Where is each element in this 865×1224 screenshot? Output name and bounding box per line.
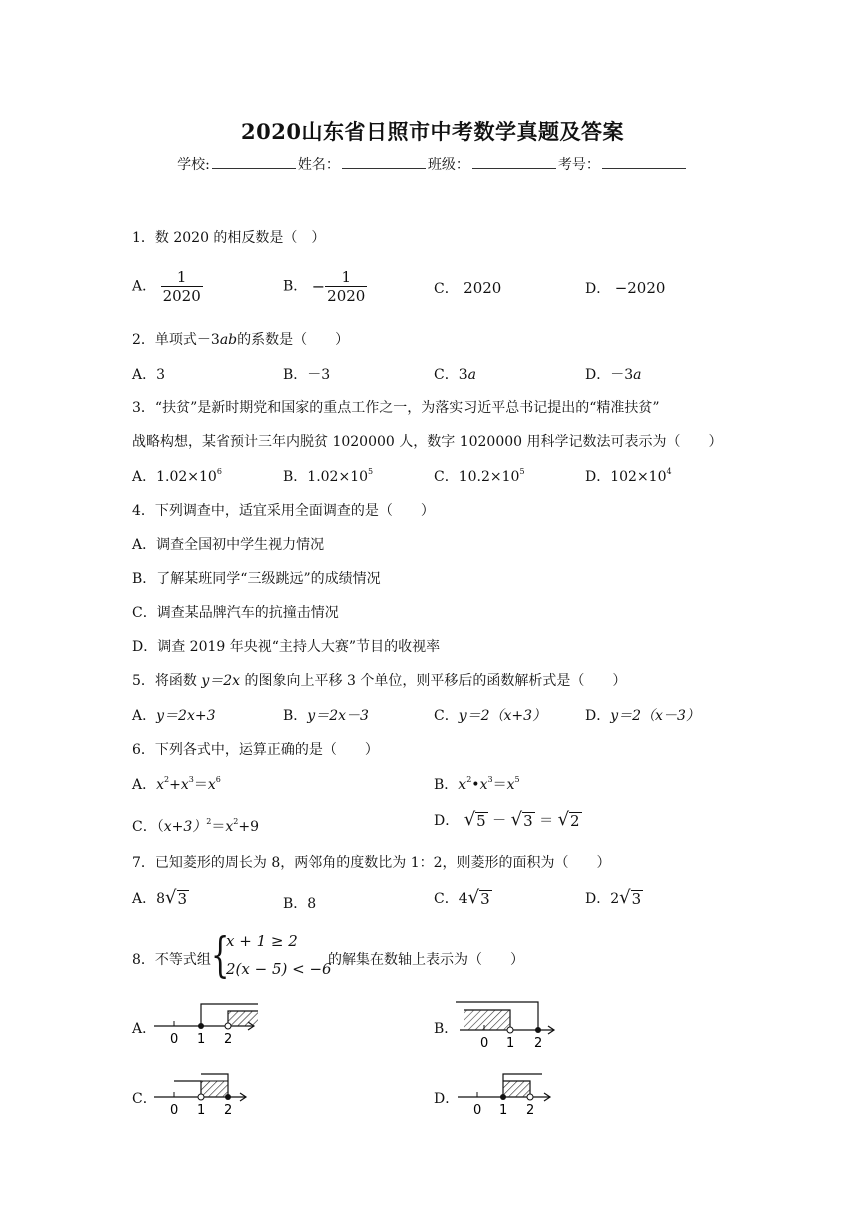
point-2-hollow bbox=[225, 1023, 231, 1029]
q6-a-e1: 2 bbox=[164, 775, 170, 784]
q6-c-x: x bbox=[225, 819, 234, 835]
q8-row1: x + 1 ≥ 2 bbox=[226, 932, 298, 950]
name-blank[interactable] bbox=[342, 156, 426, 169]
q2-option-a[interactable]: A．3 bbox=[132, 367, 166, 383]
q4-option-a[interactable]: A．调查全国初中学生视力情况 bbox=[132, 537, 325, 553]
q5-c-expr: y＝2（x+3） bbox=[458, 708, 547, 724]
solution-hatch bbox=[503, 1081, 530, 1097]
q6-d-sqrt2: √ 2 bbox=[557, 809, 580, 830]
q6-b-e1: 2 bbox=[466, 775, 472, 784]
q1-a-label: A． bbox=[132, 278, 157, 295]
q3-option-c[interactable] bbox=[434, 466, 525, 486]
q6-a-x2: x bbox=[180, 777, 189, 793]
solution-hatch bbox=[201, 1081, 228, 1097]
q6-c-open: （ bbox=[156, 819, 164, 835]
q4-option-b[interactable]: B．了解某班同学“三级跳远”的成绩情况 bbox=[132, 571, 381, 587]
q6-b-eq: ＝ bbox=[492, 777, 507, 793]
class-label: 班级： bbox=[427, 157, 470, 173]
label-1: 1 bbox=[197, 1103, 206, 1118]
q5-b-expr: y＝2x－3 bbox=[307, 708, 369, 724]
q8-tail: 的解集在数轴上表示为（ ） bbox=[328, 952, 524, 968]
label-1: 1 bbox=[197, 1032, 206, 1047]
q6-b-x2: x bbox=[479, 777, 488, 793]
q8-lead: 8．不等式组 bbox=[132, 952, 211, 968]
q7-option-b[interactable]: B．8 bbox=[283, 896, 317, 912]
q6-b-dot: • bbox=[471, 777, 480, 793]
q3-c-text: C．10.2×10 bbox=[434, 469, 520, 485]
q1-option-a[interactable] bbox=[132, 268, 203, 305]
q5-stem-pre: 5．将函数 bbox=[132, 673, 202, 689]
point-2-solid bbox=[225, 1094, 231, 1100]
q3-stem-line2: 战略构想，某省预计三年内脱贫 1020000 人，数字 1020000 用科学记数法可表示为（ ） bbox=[132, 434, 723, 450]
school-blank[interactable] bbox=[212, 156, 296, 169]
label-2: 2 bbox=[534, 1036, 543, 1050]
q1-a-den: 2020 bbox=[162, 287, 201, 305]
point-1-hollow bbox=[198, 1094, 204, 1100]
q2-stem-var: ab bbox=[219, 332, 238, 348]
q7-c-sqrt: √ 3 bbox=[467, 887, 490, 908]
q1-b-fraction bbox=[325, 268, 367, 305]
q6-d-sqrt5: √ 5 bbox=[463, 809, 486, 830]
q5-c-label: C． bbox=[434, 708, 459, 724]
q3-stem-line1: 3．“扶贫”是新时期党和国家的重点工作之一，为落实习近平总书记提出的“精准扶贫” bbox=[132, 400, 660, 416]
q6-a-e3: 6 bbox=[215, 775, 221, 784]
q6-c-eq: ＝ bbox=[211, 819, 226, 835]
q6-d-s2: 2 bbox=[570, 812, 580, 830]
q8-option-a-numberline[interactable] bbox=[150, 1000, 280, 1050]
point-2-hollow bbox=[527, 1094, 533, 1100]
q7-d-rad: 3 bbox=[631, 890, 642, 908]
q1-b-label: B． bbox=[283, 278, 308, 295]
q6-b-x3: x bbox=[506, 777, 515, 793]
label-2: 2 bbox=[526, 1103, 535, 1118]
point-1-solid bbox=[500, 1094, 506, 1100]
q8-row2: 2(x − 5) < −6 bbox=[226, 960, 332, 978]
q7-option-c[interactable] bbox=[434, 888, 492, 908]
q5-stem bbox=[132, 670, 626, 690]
q8-option-d-label[interactable]: D． bbox=[434, 1091, 460, 1107]
solution-hatch bbox=[464, 1010, 510, 1030]
q1-b-num: 1 bbox=[341, 268, 352, 286]
q4-option-d[interactable]: D．调查 2019 年央视“主持人大赛”节目的收视率 bbox=[132, 639, 441, 655]
q6-d-sqrt3: √ 3 bbox=[510, 809, 533, 830]
q3-option-b[interactable] bbox=[283, 466, 373, 486]
q6-option-d[interactable] bbox=[434, 810, 582, 830]
q3-c-exp: 5 bbox=[519, 467, 525, 476]
q2-option-d[interactable] bbox=[585, 364, 642, 384]
q8-option-a-label[interactable]: A． bbox=[132, 1021, 157, 1037]
number-label: 考号： bbox=[557, 157, 600, 173]
bracket-lt-1 bbox=[174, 1081, 201, 1097]
q2-option-c[interactable] bbox=[434, 364, 476, 384]
q3-d-text: D．102×10 bbox=[585, 469, 667, 485]
q5-d-expr: y＝2（x－3） bbox=[610, 708, 700, 724]
q3-a-exp: 6 bbox=[216, 467, 222, 476]
q5-stem-fn: y＝2x bbox=[201, 673, 241, 689]
q1-a-fraction bbox=[161, 268, 203, 305]
q6-a-label: A． bbox=[132, 777, 157, 793]
q6-a-e2: 3 bbox=[188, 775, 194, 784]
q6-a-plus: + bbox=[169, 777, 181, 793]
q7-a-sqrt: √ 3 bbox=[165, 887, 188, 908]
q2-c-var: a bbox=[467, 367, 476, 383]
q6-d-s5: 5 bbox=[476, 812, 486, 830]
solution-hatch bbox=[228, 1011, 258, 1026]
label-2: 2 bbox=[224, 1103, 233, 1118]
q5-option-d[interactable] bbox=[585, 705, 700, 725]
point-2-solid bbox=[535, 1027, 541, 1033]
q1-stem: 1．数 2020 的相反数是（ ） bbox=[132, 230, 326, 246]
q6-b-x1: x bbox=[458, 777, 467, 793]
q2-option-b[interactable]: B．－3 bbox=[283, 367, 331, 383]
q6-c-e1: 2 bbox=[206, 817, 212, 826]
label-0: 0 bbox=[170, 1032, 179, 1047]
q1-option-d[interactable] bbox=[585, 278, 665, 298]
q5-option-c[interactable] bbox=[434, 705, 546, 725]
name-label: 姓名： bbox=[297, 157, 340, 173]
number-blank[interactable] bbox=[602, 156, 686, 169]
q6-d-minus: － bbox=[492, 813, 507, 829]
label-0: 0 bbox=[473, 1103, 482, 1118]
q3-option-d[interactable] bbox=[585, 466, 672, 486]
q2-c-pre: C．3 bbox=[434, 367, 468, 383]
label-1: 1 bbox=[499, 1103, 508, 1118]
q4-stem: 4．下列调查中，适宜采用全面调查的是（ ） bbox=[132, 503, 435, 519]
q2-stem-post: 的系数是（ ） bbox=[237, 332, 350, 348]
q8-option-b-label[interactable]: B． bbox=[434, 1021, 459, 1037]
q5-d-label: D． bbox=[585, 708, 611, 724]
q5-option-b[interactable] bbox=[283, 705, 369, 725]
q7-c-label: C．4 bbox=[434, 891, 468, 907]
q5-option-a[interactable] bbox=[132, 705, 215, 725]
q6-stem: 6．下列各式中，运算正确的是（ ） bbox=[132, 742, 379, 758]
q6-option-b[interactable] bbox=[434, 774, 520, 794]
q6-c-e2: 2 bbox=[233, 817, 239, 826]
q7-stem: 7．已知菱形的周长为 8，两邻角的度数比为 1：2，则菱形的面积为（ ） bbox=[132, 855, 611, 871]
page-title: 2020山东省日照市中考数学真题及答案 bbox=[241, 119, 624, 144]
student-info-row bbox=[0, 154, 865, 174]
q6-a-eq: ＝ bbox=[193, 777, 208, 793]
q7-option-a[interactable] bbox=[132, 888, 189, 908]
q2-stem bbox=[132, 329, 349, 349]
q8-option-c-numberline[interactable] bbox=[150, 1070, 260, 1120]
label-2: 2 bbox=[224, 1032, 233, 1047]
q3-b-exp: 5 bbox=[368, 467, 374, 476]
q6-d-label: D． bbox=[434, 813, 460, 829]
q6-a-x1: x bbox=[156, 777, 165, 793]
q5-stem-post: 的图象向上平移 3 个单位，则平移后的函数解析式是（ ） bbox=[240, 673, 627, 689]
q8-option-c-label[interactable]: C． bbox=[132, 1091, 157, 1107]
q1-d-value: −2020 bbox=[614, 279, 666, 297]
q3-option-a[interactable] bbox=[132, 466, 222, 486]
q2-stem-pre: 2．单项式－3 bbox=[132, 332, 220, 348]
q8-option-d-numberline[interactable] bbox=[450, 1070, 560, 1120]
q6-c-tail: +9 bbox=[238, 819, 259, 835]
q7-c-rad: 3 bbox=[480, 890, 490, 908]
label-1: 1 bbox=[506, 1036, 515, 1050]
q6-b-e2: 3 bbox=[487, 775, 493, 784]
q7-option-d[interactable] bbox=[585, 888, 643, 908]
q5-b-label: B． bbox=[283, 708, 308, 724]
q1-d-label: D． bbox=[585, 281, 611, 297]
q1-b-minus: − bbox=[311, 277, 326, 296]
q8-option-b-numberline[interactable] bbox=[450, 998, 570, 1050]
q6-b-e3: 5 bbox=[514, 775, 520, 784]
q1-b-den: 2020 bbox=[327, 287, 366, 305]
q2-d-pre: D．－3 bbox=[585, 367, 634, 383]
q1-option-c[interactable] bbox=[434, 278, 501, 298]
q8-brace: { bbox=[211, 927, 230, 983]
q2-d-var: a bbox=[633, 367, 642, 383]
q1-c-value: 2020 bbox=[463, 279, 502, 297]
q5-a-expr: y＝2x+3 bbox=[156, 708, 216, 724]
q4-option-c[interactable]: C．调查某品牌汽车的抗撞击情况 bbox=[132, 605, 339, 621]
q1-c-label: C． bbox=[434, 281, 459, 297]
q3-b-text: B．1.02×10 bbox=[283, 469, 369, 485]
class-blank[interactable] bbox=[472, 156, 556, 169]
q6-option-a[interactable] bbox=[132, 774, 221, 794]
q3-a-text: A．1.02×10 bbox=[132, 469, 217, 485]
label-0: 0 bbox=[480, 1036, 489, 1050]
q6-b-label: B． bbox=[434, 777, 459, 793]
q1-a-num: 1 bbox=[176, 268, 187, 286]
school-label: 学校: bbox=[177, 157, 210, 173]
q7-d-label: D．2 bbox=[585, 891, 620, 907]
q5-a-label: A． bbox=[132, 708, 157, 724]
point-1-hollow bbox=[507, 1027, 513, 1033]
q6-c-inner: x+3） bbox=[163, 819, 207, 835]
q6-a-x3: x bbox=[207, 777, 216, 793]
q6-c-label: C． bbox=[132, 819, 157, 835]
point-1-solid bbox=[198, 1023, 204, 1029]
q7-a-rad: 3 bbox=[177, 890, 188, 908]
q3-d-exp: 4 bbox=[666, 467, 672, 476]
label-0: 0 bbox=[170, 1103, 179, 1118]
q7-d-sqrt: √ 3 bbox=[619, 887, 642, 908]
q7-a-label: A．8 bbox=[132, 891, 166, 907]
q1-option-b[interactable] bbox=[283, 268, 367, 305]
q6-d-eq: ＝ bbox=[539, 813, 554, 829]
q6-d-s3: 3 bbox=[523, 812, 533, 830]
q6-option-c[interactable] bbox=[132, 816, 259, 836]
